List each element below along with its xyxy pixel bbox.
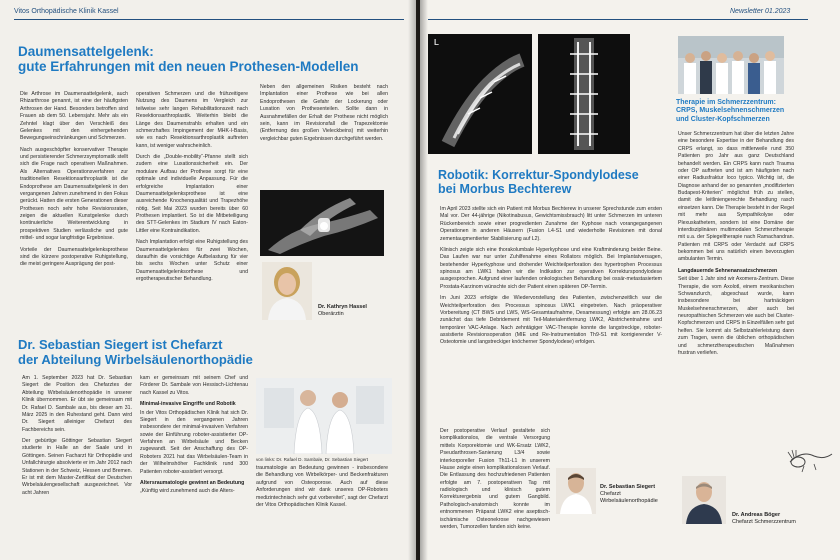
paragraph: Am 1. September 2023 hat Dr. Sebastian Siegert die Position des Chefarztes der Abteilung Wirbelsäulenorthopädie in unserer Klinik übernommen. Er übt sie gemeinsam mit Dr. Rafael D. Sambale aus, bis dieser am 31. März 2025 in den Ruhestand geht. Dann wird Dr. Siegert alleiniger Chefarzt des Fachbereichs sein.	[22, 375, 132, 433]
title-line-2: CRPS, Muskelsehnenschmerzen	[676, 107, 785, 115]
article-column-3	[260, 84, 388, 147]
left-page-header: Vitos Orthopädische Klinik Kassel	[14, 8, 119, 15]
article2-column-1	[22, 375, 132, 501]
caption-name: Dr. Andreas Böger	[732, 512, 781, 518]
paragraph: Die Arthrose im Daumensattelgelenk, auch Rhizarthrose genannt, ist eine der häufigsten Arthrosen der Hand. Besonders betroffen sind Frauen ab dem 50. Lebensjahr. Mehr als ein Zehntel klagt über den Verschleiß des Gelenkes mit den einhergehenden Bewegungseinschränkungen und Schmerzen.	[20, 91, 128, 142]
paragraph: operativen Schmerzen und die frühzeitigere Nutzung des Daumens im Vergleich zur teilweise sehr langen Rehabilitationszeit nach Resektionsarthroplastik. Weiterhin bleibt die Länge des Daumenstrahls erhalten und ein schmerzhaftes Impingement der MHK-I-Basis, wie es nach Resektionsarthroplastik auftreten kann, ist weniger wahrscheinlich.	[136, 91, 248, 149]
page-gutter-shadow	[408, 0, 428, 560]
paragraph: Nach ausgeschöpfter konservativer Therapie und persistierender Schmerzsymptomatik stellt sich die Frage nach operativen Maßnahmen. Als Alternatives Operationsverfahren zur traditionellen Resektionsarthroplastik ist die Endoprothese am Daumensattelgelenk in den vergangenen Jahren zunehmend in den Fokus gerückt. Hatten die ersten Generationen dieser Prothesen noch sehr hohe Revisionsraten, zeigen die aktuellen Kunstgelenke durch kontinuierliche Weiterentwicklung in prospektiven Studien verlässliche und gute mittel- und sogar langfristige Ergebnisse.	[20, 146, 128, 242]
title-line-1: Dr. Sebastian Siegert ist Chefarzt	[18, 337, 223, 352]
paragraph: Der gebürtige Göttinger Sebastian Siegert studierte in Halle an der Saale und in Göttingen. Seinen Facharzt für Orthopädie und Unfallchirurgie absolvierte er im Jahr 2012 nach Stationen in der Schweiz, Hessen und Bremen. Er ist mit dem Master-Zertifikat der Deutschen Wirbelsäulengesellschaft ausgezeichnet. Vor acht Jahren	[22, 438, 132, 496]
paragraph: Klinisch zeigte sich eine thorakolumbale Hyperkyphose und eine Kraftminderung beider Beine. Das Laufen war nur unter Zuhilfenahme eines Rollators möglich. Bei Implantatversagen, bestehender Hyperkyphose und drohender Weichteilperforation des hypertrophen Processus spinosus am LWK1 haben wir die Indikation zur operativen Korrekturspondylodese ausgesprochen. Aufgrund einer laufenden onkologischen Behandlung bei ossär-metastasiertem Prostata-Karzinom wünschte sich der Patient einen späteren OP-Termin.	[440, 246, 662, 290]
photo-two-doctors	[256, 378, 392, 454]
paragraph: Seit über 1 Jahr sind wir Axomera-Zentrum. Diese Therapie, die vom Axolotl, einem mexikanischen Schwanzlurch, abgeschaut wurde, kann insbesondere bei hartnäckigen Muskelsehnenschmerzen, aber auch bei neuropathischen Schmerzen wie auch bei Cluster-Kopfschmerzen und CRPS in Einzelfällen sehr gut helfen. Sie kommt als Selbstzahlerleistung dann zum Tragen, wenn die üblichen orthopädischen und schmerztherapeutischen Maßnahmen frustran verliefen.	[678, 276, 794, 356]
caption-role: Chefarzt	[600, 491, 621, 498]
caption-hassel	[318, 304, 367, 318]
axolotl-illustration	[784, 440, 836, 480]
paragraph: Nach Implantation erfolgt eine Ruhigstellung des Daumensattelgelenkes für zwei Wochen, daraufhin die vorsichtige Aufbelastung für vier bis sechs Wochen unter Schutz einer Daumensattelgelenksorthese und ergotherapeutischer Behandlung.	[136, 239, 248, 282]
paragraph: Durch die „Double-mobility“-Pfanne stellt sich zudem eine Luxationssicherheit ein. Der modulare Aufbau der Prothese sorgt für eine optimale und individuelle Anpassung. Für die erfolgreiche Implantation einer Daumensattelgelenksprothese ist eine ausreichende Knochenqualität und Trapezhöhe nötig. Seit Mai 2023 wurden bereits über 60 Prothesen implantiert. So ist die Mitbeteiligung des STT-Gelenkes im Stadium IV nach Eaton-Littler eine Kontraindikation.	[136, 154, 248, 234]
header-rule	[428, 19, 808, 20]
caption-boeger	[732, 512, 822, 526]
hand-xray-image	[260, 190, 384, 256]
article-column-1	[20, 91, 128, 273]
title-line-1: Therapie im Schmerzzentrum:	[676, 99, 776, 106]
title-line-1: Daumensattelgelenk:	[18, 44, 154, 59]
paragraph: In der Vitos Orthopädischen Klinik hat sich Dr. Siegert in den vergangenen Jahren insbesondere der minimal-invasiven Verfahren sowie der Einführung roboter-assistierter OP-Verfahren an Wirbelsäule und Becken zugewandt. Seit der Anschaffung des OP-Roboters 2021 hat das Wirbelsäulen-Team in der Wilhelmshöher Fachklinik rund 300 Patienten roboter-assistiert versorgt.	[140, 409, 248, 475]
subheading: Altersraumatologie gewinnt an Bedeutung	[140, 479, 245, 486]
paragraph: Vorteile der Daumensattelgelenksprothese sind die kürzere postoperative Ruhigstellung, die meist geringere Ausprägung der post-	[20, 246, 128, 268]
title-line-1: Robotik: Korrektur-Spondylodese	[438, 168, 639, 182]
right-page-header: Newsletter 01.2023	[730, 8, 791, 15]
spine-xray-postop	[538, 34, 630, 154]
caption-siegert	[600, 484, 658, 505]
robotik-body	[440, 206, 662, 351]
article-title	[18, 44, 398, 74]
portrait-andreas-boeger	[682, 476, 726, 524]
caption-name: Dr. Kathryn Hassel	[318, 304, 367, 310]
robotik-body-end	[440, 428, 550, 535]
paragraph: Im April 2023 stellte sich ein Patient mit Morbus Bechterew in unserer Sprechstunde zum ersten Mal vor. Der 44-jährige (Nikotinabusus, Gewichtsmissbrauch) litt unter Schmerzen im unteren Rückenbereich sowie einer progredienten Zunahme der Kyphose nach vorangegangenen Operationen in anderen Häusern (Fusion L4-S1 und wiederholte Revisionen mit donal zementaugmentierter Stabilisierung auf L2).	[440, 206, 662, 242]
title-line-2: gute Erfahrungen mit den neuen Prothesen-Modellen	[18, 59, 359, 75]
caption-role: Chefarzt Schmerzzentrum	[732, 519, 796, 526]
paragraph: kam er gemeinsam mit seinem Chef und Förderer Dr. Sambale von Hessisch-Lichtenau nach Kassel zu Vitos.	[140, 375, 248, 396]
xray-marker-label: L	[434, 38, 439, 47]
sidebar-title	[676, 99, 796, 124]
title-line-2: der Abteilung Wirbelsäulenorthopädie	[18, 351, 253, 367]
paragraph: „Künftig wird zunehmend auch die Alters-	[140, 488, 235, 495]
paragraph: Neben den allgemeinen Risiken besteht nach Implantation einer Prothese wie bei allen Endoprothesen die Gefahr der Lockerung oder Luxation von Prothesenteilen. Sollte dann in Ausnahmefällen der Erhalt der Prothese nicht möglich sein, kann im Revisionsfall die Trapezektomie (Entfernung des großen Vieleckbeins) mit weiterhin vergleichbar guten Ergebnissen durchgeführt werden.	[260, 84, 388, 142]
article2-column-3	[256, 465, 388, 513]
article2-column-2	[140, 375, 248, 500]
portrait-sebastian-siegert	[556, 468, 596, 514]
caption-role: Wirbelsäulenorthopädie	[600, 498, 658, 505]
right-page	[420, 0, 840, 560]
subheading: Langdauernde Sehnenansatzschmerzen	[678, 267, 778, 274]
header-rule	[14, 19, 404, 20]
paragraph: Im Juni 2023 erfolgte die Wiedervorstellung des Patienten, zwischenzeitlich war die Weichteilperforation des Processus spinosus LWK1 eingetreten. Nach präoperativer Vorbereitung (CT BWS und LWS, WS-Gesamtaufnahme, Dexamessung) erfolgte am 28.06.23 zunächst das tiefe Debridement mit Teil-Materialentfernung LWK2, Abstrichentnahme und temporärer VAC-Anlage. Nach zehntägiger VAC-Therapie konnte die langstreckige, roboter-assistierte Revisionsoperation (MIE und Re-Instrumentation Th9-S1 mit korrigierender V-Osteotomie und langstreckiger knöcherner Spondylodese) erfolgen.	[440, 295, 662, 346]
left-page	[0, 0, 416, 560]
portrait-kathryn-hassel	[262, 262, 312, 320]
paragraph: traumatologie an Bedeutung gewinnen - insbesondere die Behandlung von Wirbelkörper- und Beckenfrakturen aufgrund von Osteoporose. Auch auf diese Anforderungen sind wir dank unseres OP-Roboters medizintechnisch sehr gut vorbereitet“, sagt der Chefarzt der Vitos Orthopädischen Klinik Kassel.	[256, 465, 388, 508]
title-line-3: und Cluster-Kopfschmerzen	[676, 115, 770, 123]
caption-name: Dr. Sebastian Siegert	[600, 484, 656, 490]
caption-role: Oberärztin	[318, 311, 344, 318]
photo-caption: von links: Dr. Rafael D. Sambale, Dr. Sebastian Siegert	[256, 457, 369, 462]
team-photo	[678, 36, 784, 94]
robotik-title	[438, 168, 668, 196]
title-line-2: bei Morbus Bechterew	[438, 182, 572, 196]
article2-title	[18, 338, 408, 367]
paragraph: Unser Schmerzzentrum hat über die letzten Jahre eine besondere Expertise in der Behandlung des CRPS erlangt, so dass mittlerweile rund 350 Patienten pro Jahr aus ganz Deutschland behandelt werden. Ein CRPS kann nach Trauma oder OP auftreten und ist am häufigsten nach einer Radiusfraktur loco typico. Wichtig ist, die Diagnose anhand der so genannten „modifizierten Budapest-Kriterien“ möglichst früh zu stellen, damit die leitliniengerechte Behandlung rasch einsetzen kann. Die Therapie besteht in der Regel mit mehr aus Sympathikolyse oder Plexuskathetern, sondern ist eine Domäne der interdisziplinären multimodalen Schmerztherapie mit u.a. der Spiegeltherapie nach Ramachandran. Patienten mit CRPS oder Verdacht auf CRPS bekommen bei uns natürlich einen bevorzugten ambulanten Termin.	[678, 131, 794, 263]
article-column-2	[136, 91, 248, 287]
spine-xray-lateral	[428, 34, 532, 154]
paragraph: Der postoperative Verlauf gestaltete sich komplikationslos, die ventrale Versorgung mittels Korporektomie und WK-Ersatz LWK2, Pseudarthrosen-Sanierung L3/4 sowie interkorporeller Fusion Th11-L1 in unserem Hause zeigte einen komplikationslosen Verlauf. Die Entlassung des hochzufriedenen Patienten erfolgte am 7. postoperativen Tag mit radiologisch und klinisch gutem Korrekturergebnis und gutem Gangbild. Pathologisch-anatomisch konnte im entnommenen Präparat LWK2 eine aseptisch-ischämische Osteonekrose nachgewiesen werden, Tumorzellen fanden sich keine.	[440, 428, 550, 530]
subheading: Minimal-invasive Eingriffe und Robotik	[140, 401, 236, 408]
sidebar-body	[678, 131, 794, 361]
